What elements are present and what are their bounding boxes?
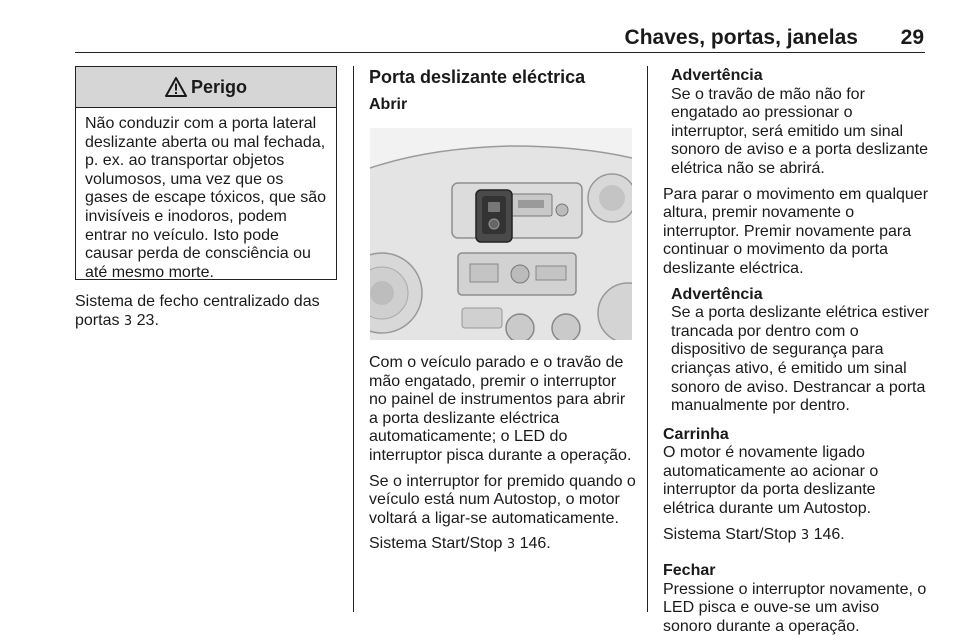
ref-page: 146. — [813, 525, 845, 543]
middle-paragraph-1: Com o veículo parado e o travão de mão engatado, premir o interruptor no painel de instrumentos para abrir a porta deslizante eléctrica automaticamente; o LED do interruptor pisca durante a operação. — [369, 354, 632, 464]
column-divider-left — [353, 66, 354, 612]
left-column-text — [75, 293, 340, 338]
subheading-carrinha: Carrinha — [663, 425, 729, 443]
fechar-text: Pressione o interruptor novamente, o LED pisca e ouve-se um aviso sonoro durante a operação. — [663, 580, 927, 636]
column-divider-right — [647, 66, 648, 612]
note-box-2 — [663, 286, 929, 416]
subheading-fechar: Fechar — [663, 562, 716, 580]
dashboard-illustration — [370, 128, 632, 340]
ref-text: Sistema de fecho centralizado das portas — [75, 293, 320, 329]
note-2-text: Se a porta deslizante elétrica estiver trancada por dentro com o dispositivo de segurança para crianças ativo, é emitido um sinal sonoro de aviso. Destrancar a porta manualmente por dentro. — [671, 304, 929, 415]
ref-text: Sistema Start/Stop — [663, 525, 797, 543]
note-box-1 — [663, 67, 929, 179]
note-2-title: Advertência — [671, 285, 763, 303]
dashboard-switch-photo — [370, 128, 632, 340]
ref-arrow-icon: 3 — [800, 527, 810, 543]
right-paragraph-1: Para parar o movimento em qualquer altura, premir novamente o interruptor. Premir novamente para continuar o movimento da porta deslizante eléctrica. — [663, 185, 929, 277]
ref-page: 23. — [136, 311, 159, 329]
danger-box — [75, 66, 337, 280]
page-number: 29 — [900, 26, 924, 49]
danger-box-header — [76, 67, 336, 108]
running-header-title: Chaves, portas, janelas — [624, 26, 858, 49]
ref-page: 146. — [519, 535, 551, 553]
warning-triangle-icon — [165, 77, 187, 97]
subheading-abrir: Abrir — [369, 96, 408, 113]
middle-column-text — [369, 354, 637, 562]
cross-reference-central-locking — [75, 293, 340, 331]
right-column-text — [663, 67, 929, 644]
middle-column-head — [369, 67, 637, 115]
note-1-title: Advertência — [671, 67, 763, 84]
ref-arrow-icon: 3 — [506, 537, 516, 553]
danger-title: Perigo — [190, 76, 247, 97]
section-heading: Porta deslizante eléctrica — [369, 67, 586, 87]
cross-reference-start-stop — [369, 535, 637, 555]
note-1-text: Se o travão de mão não for engatado ao pressionar o interruptor, será emitido um sinal sonoro de aviso e a porta deslizante elétrica não se abrirá. — [671, 85, 929, 177]
cross-reference-start-stop-2 — [663, 526, 929, 546]
ref-arrow-icon: 3 — [123, 313, 133, 329]
ref-text: Sistema Start/Stop — [369, 535, 503, 553]
carrinha-text: O motor é novamente ligado automaticamente ao acionar o interruptor da porta deslizante elétrica durante um Autostop. — [663, 444, 879, 518]
middle-paragraph-2: Se o interruptor for premido quando o veículo está num Autostop, o motor voltará a ligar-se automaticamente. — [369, 472, 636, 527]
danger-text: Não conduzir com a porta lateral deslizante aberta ou mal fechada, p. ex. ao transportar objetos volumosos, uma vez que os gases de escape tóxicos, que são invisíveis e inodoros, podem entrar no veículo. Isto pode causar perda de consciência ou até mesmo morte. — [85, 115, 327, 281]
header-rule — [75, 52, 925, 53]
